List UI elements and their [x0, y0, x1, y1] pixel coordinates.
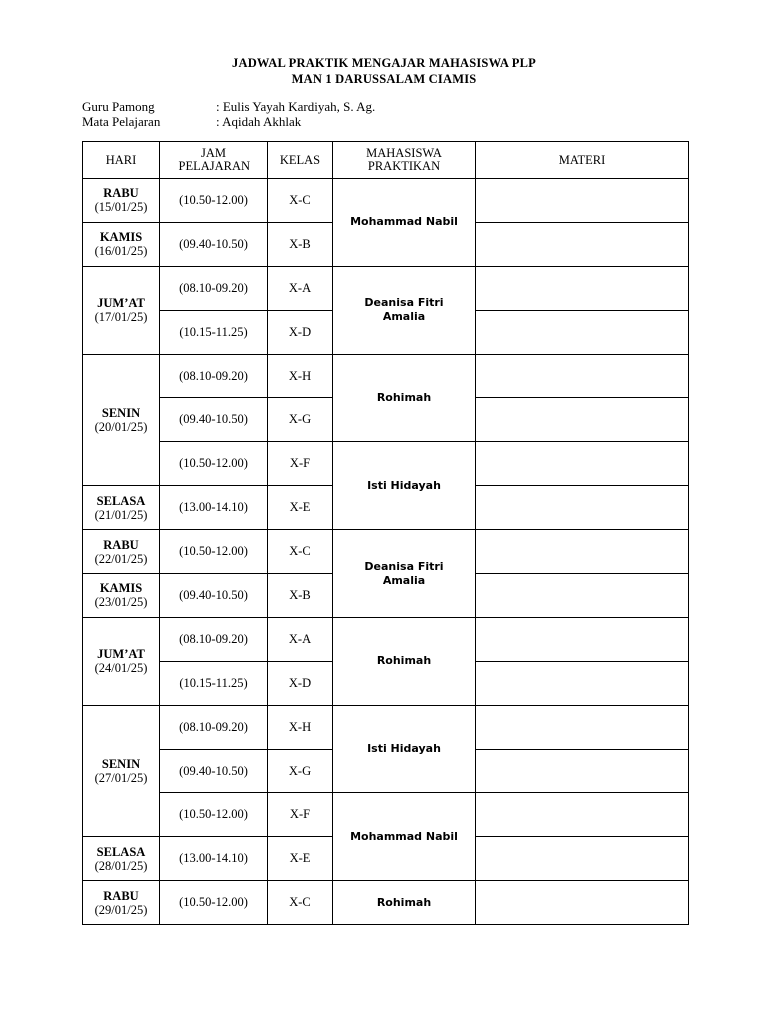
day-name: JUM’AT — [97, 296, 145, 311]
jam-cell: (09.40-10.50) — [160, 574, 268, 618]
header-mahasiswa-praktikan — [333, 142, 476, 179]
student-name-line2: Amalia — [382, 573, 426, 587]
kelas-cell: X-G — [268, 398, 333, 442]
materi-cell[interactable] — [476, 310, 689, 354]
kelas-cell: X-F — [268, 442, 333, 486]
info-label: Mata Pelajaran — [82, 114, 161, 129]
header-materi: MATERI — [476, 142, 689, 179]
table-row — [83, 442, 689, 486]
jam-cell: (10.50-12.00) — [160, 442, 268, 486]
materi-cell[interactable] — [476, 486, 689, 530]
student-cell — [333, 179, 476, 267]
header-kelas: KELAS — [268, 142, 333, 179]
day-date: (22/01/25) — [94, 551, 148, 566]
day-date: (23/01/25) — [94, 595, 148, 610]
day-date: (20/01/25) — [94, 419, 148, 434]
info-mata-pelajaran — [82, 114, 301, 130]
materi-cell[interactable] — [476, 661, 689, 705]
materi-cell[interactable] — [476, 398, 689, 442]
materi-cell[interactable] — [476, 705, 689, 749]
materi-cell[interactable] — [476, 179, 689, 223]
jam-cell: (10.15-11.25) — [160, 310, 268, 354]
table-row — [83, 617, 689, 661]
materi-cell[interactable] — [476, 222, 689, 266]
student-cell — [333, 617, 476, 705]
day-date: (15/01/25) — [94, 200, 148, 215]
kelas-cell: X-D — [268, 661, 333, 705]
table-row — [83, 179, 689, 223]
materi-cell[interactable] — [476, 442, 689, 486]
materi-cell[interactable] — [476, 574, 689, 618]
kelas-cell: X-H — [268, 705, 333, 749]
jam-cell: (13.00-14.10) — [160, 486, 268, 530]
day-cell — [83, 881, 160, 925]
day-cell — [83, 705, 160, 837]
jam-cell: (10.50-12.00) — [160, 179, 268, 223]
header-hari: HARI — [83, 142, 160, 179]
materi-cell[interactable] — [476, 530, 689, 574]
kelas-cell: X-C — [268, 179, 333, 223]
day-name: SENIN — [101, 757, 141, 772]
document-title: JADWAL PRAKTIK MENGAJAR MAHASISWA PLP — [232, 56, 536, 70]
day-date: (28/01/25) — [94, 858, 148, 873]
jam-cell: (10.50-12.00) — [160, 530, 268, 574]
student-name-line2: Amalia — [382, 310, 426, 324]
student-name: Deanisa Fitri — [364, 559, 444, 573]
materi-cell[interactable] — [476, 617, 689, 661]
jam-cell: (08.10-09.20) — [160, 266, 268, 310]
materi-cell[interactable] — [476, 793, 689, 837]
student-cell — [333, 354, 476, 442]
jam-cell: (10.50-12.00) — [160, 793, 268, 837]
kelas-cell: X-G — [268, 749, 333, 793]
day-date: (29/01/25) — [94, 902, 148, 917]
day-cell — [83, 530, 160, 574]
info-value: : Eulis Yayah Kardiyah, S. Ag. — [216, 99, 376, 114]
header-jam-pelajaran — [160, 142, 268, 179]
kelas-cell: X-A — [268, 266, 333, 310]
table-header-row — [83, 142, 689, 179]
day-cell — [83, 574, 160, 618]
kelas-cell: X-F — [268, 793, 333, 837]
header-jam-pelajaran-text: JAM PELAJARAN — [178, 146, 251, 173]
student-name: Rohimah — [376, 895, 432, 909]
day-name: SELASA — [96, 844, 146, 859]
student-cell — [333, 530, 476, 618]
kelas-cell: X-E — [268, 486, 333, 530]
jam-cell: (09.40-10.50) — [160, 749, 268, 793]
student-name: Mohammad Nabil — [350, 829, 458, 843]
student-cell — [333, 793, 476, 881]
student-name: Isti Hidayah — [367, 478, 441, 492]
table-row — [83, 354, 689, 398]
day-date: (27/01/25) — [94, 771, 148, 786]
day-date: (24/01/25) — [94, 661, 148, 676]
day-cell — [83, 837, 160, 881]
table-row — [83, 705, 689, 749]
materi-cell[interactable] — [476, 837, 689, 881]
day-date: (16/01/25) — [94, 244, 148, 259]
day-name: RABU — [103, 537, 139, 552]
kelas-cell: X-B — [268, 222, 333, 266]
table-row — [83, 530, 689, 574]
day-cell — [83, 354, 160, 486]
jam-cell: (13.00-14.10) — [160, 837, 268, 881]
info-guru-pamong — [82, 99, 375, 115]
day-cell — [83, 617, 160, 705]
day-cell — [83, 266, 160, 354]
day-name: JUM’AT — [97, 647, 145, 662]
jam-cell: (08.10-09.20) — [160, 354, 268, 398]
day-name: SENIN — [101, 405, 141, 420]
materi-cell[interactable] — [476, 881, 689, 925]
day-cell — [83, 179, 160, 223]
jam-cell: (10.15-11.25) — [160, 661, 268, 705]
document-subtitle: MAN 1 DARUSSALAM CIAMIS — [291, 72, 477, 86]
student-name: Isti Hidayah — [367, 742, 441, 756]
student-cell — [333, 266, 476, 354]
header-mahasiswa-praktikan-text: MAHASISWA PRAKTIKAN — [366, 146, 442, 173]
student-cell — [333, 705, 476, 793]
student-name: Rohimah — [376, 654, 432, 668]
table-row — [83, 266, 689, 310]
day-date: (21/01/25) — [94, 507, 148, 522]
kelas-cell: X-E — [268, 837, 333, 881]
kelas-cell: X-D — [268, 310, 333, 354]
student-cell — [333, 881, 476, 925]
day-cell — [83, 222, 160, 266]
day-date: (17/01/25) — [94, 310, 148, 325]
jam-cell: (09.40-10.50) — [160, 222, 268, 266]
table-row — [83, 793, 689, 837]
kelas-cell: X-H — [268, 354, 333, 398]
materi-cell[interactable] — [476, 354, 689, 398]
day-name: RABU — [103, 888, 139, 903]
jam-cell: (09.40-10.50) — [160, 398, 268, 442]
jam-cell: (10.50-12.00) — [160, 881, 268, 925]
day-cell — [83, 486, 160, 530]
materi-cell[interactable] — [476, 749, 689, 793]
day-name: SELASA — [96, 493, 146, 508]
day-name: KAMIS — [99, 230, 143, 245]
kelas-cell: X-C — [268, 881, 333, 925]
schedule-table — [82, 141, 689, 925]
day-name: RABU — [103, 186, 139, 201]
kelas-cell: X-C — [268, 530, 333, 574]
info-value: : Aqidah Akhlak — [216, 114, 302, 129]
student-name: Mohammad Nabil — [350, 215, 458, 229]
student-name: Rohimah — [376, 390, 432, 404]
kelas-cell: X-B — [268, 574, 333, 618]
student-cell — [333, 442, 476, 530]
day-name: KAMIS — [99, 581, 143, 596]
jam-cell: (08.10-09.20) — [160, 617, 268, 661]
jam-cell: (08.10-09.20) — [160, 705, 268, 749]
materi-cell[interactable] — [476, 266, 689, 310]
student-name: Deanisa Fitri — [364, 296, 444, 310]
table-row — [83, 881, 689, 925]
kelas-cell: X-A — [268, 617, 333, 661]
info-label: Guru Pamong — [82, 99, 155, 114]
